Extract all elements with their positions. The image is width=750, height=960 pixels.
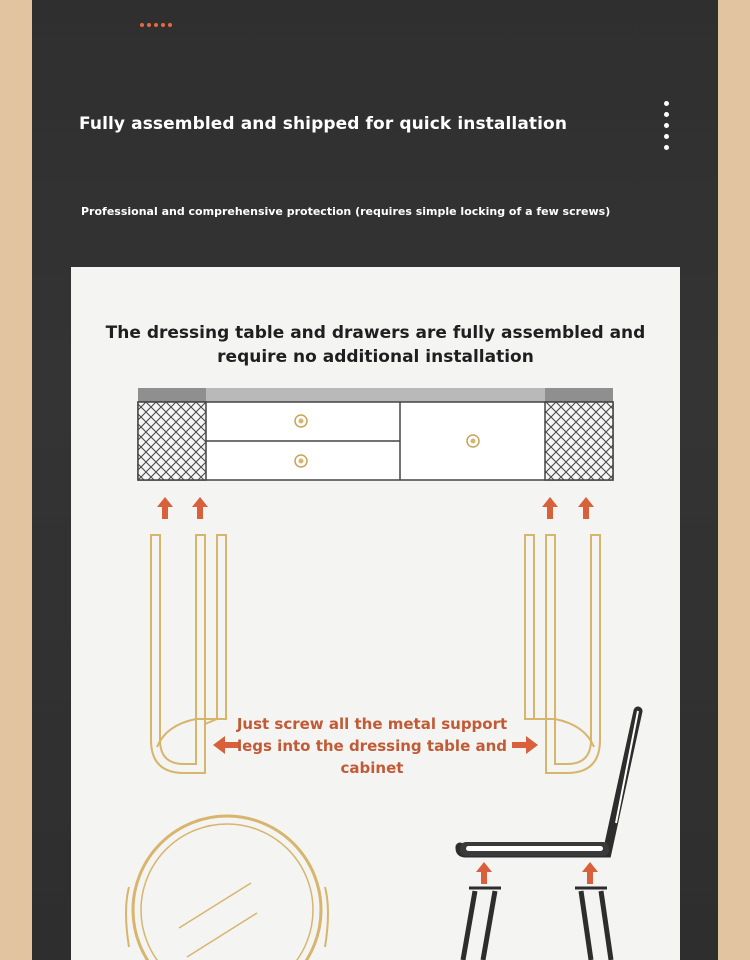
installation-card bbox=[71, 267, 680, 960]
round-mirror-drawing bbox=[126, 816, 328, 960]
card-title bbox=[71, 321, 680, 369]
left-metal-legs bbox=[151, 535, 226, 773]
card-title-line: require no additional installation bbox=[217, 347, 534, 367]
installation-note bbox=[232, 713, 512, 779]
menu-dots-icon[interactable] bbox=[664, 101, 669, 150]
arrow-right-icon bbox=[512, 736, 538, 754]
right-metal-legs bbox=[525, 535, 600, 773]
dressing-table-drawing bbox=[138, 388, 613, 480]
page-subtitle: Professional and comprehensive protection (requires simple locking of a few screws) bbox=[81, 205, 611, 218]
note-line: cabinet bbox=[340, 759, 404, 777]
arrow-up-icon bbox=[476, 862, 598, 884]
note-line: Just screw all the metal support bbox=[236, 715, 508, 733]
arrow-up-icon bbox=[157, 497, 594, 519]
page-title: Fully assembled and shipped for quick installation bbox=[79, 114, 568, 134]
installation-illustration bbox=[71, 267, 680, 960]
card-title-line: The dressing table and drawers are fully assembled and bbox=[105, 323, 646, 343]
note-line: legs into the dressing table and bbox=[236, 737, 507, 755]
decorative-dots bbox=[140, 23, 172, 27]
